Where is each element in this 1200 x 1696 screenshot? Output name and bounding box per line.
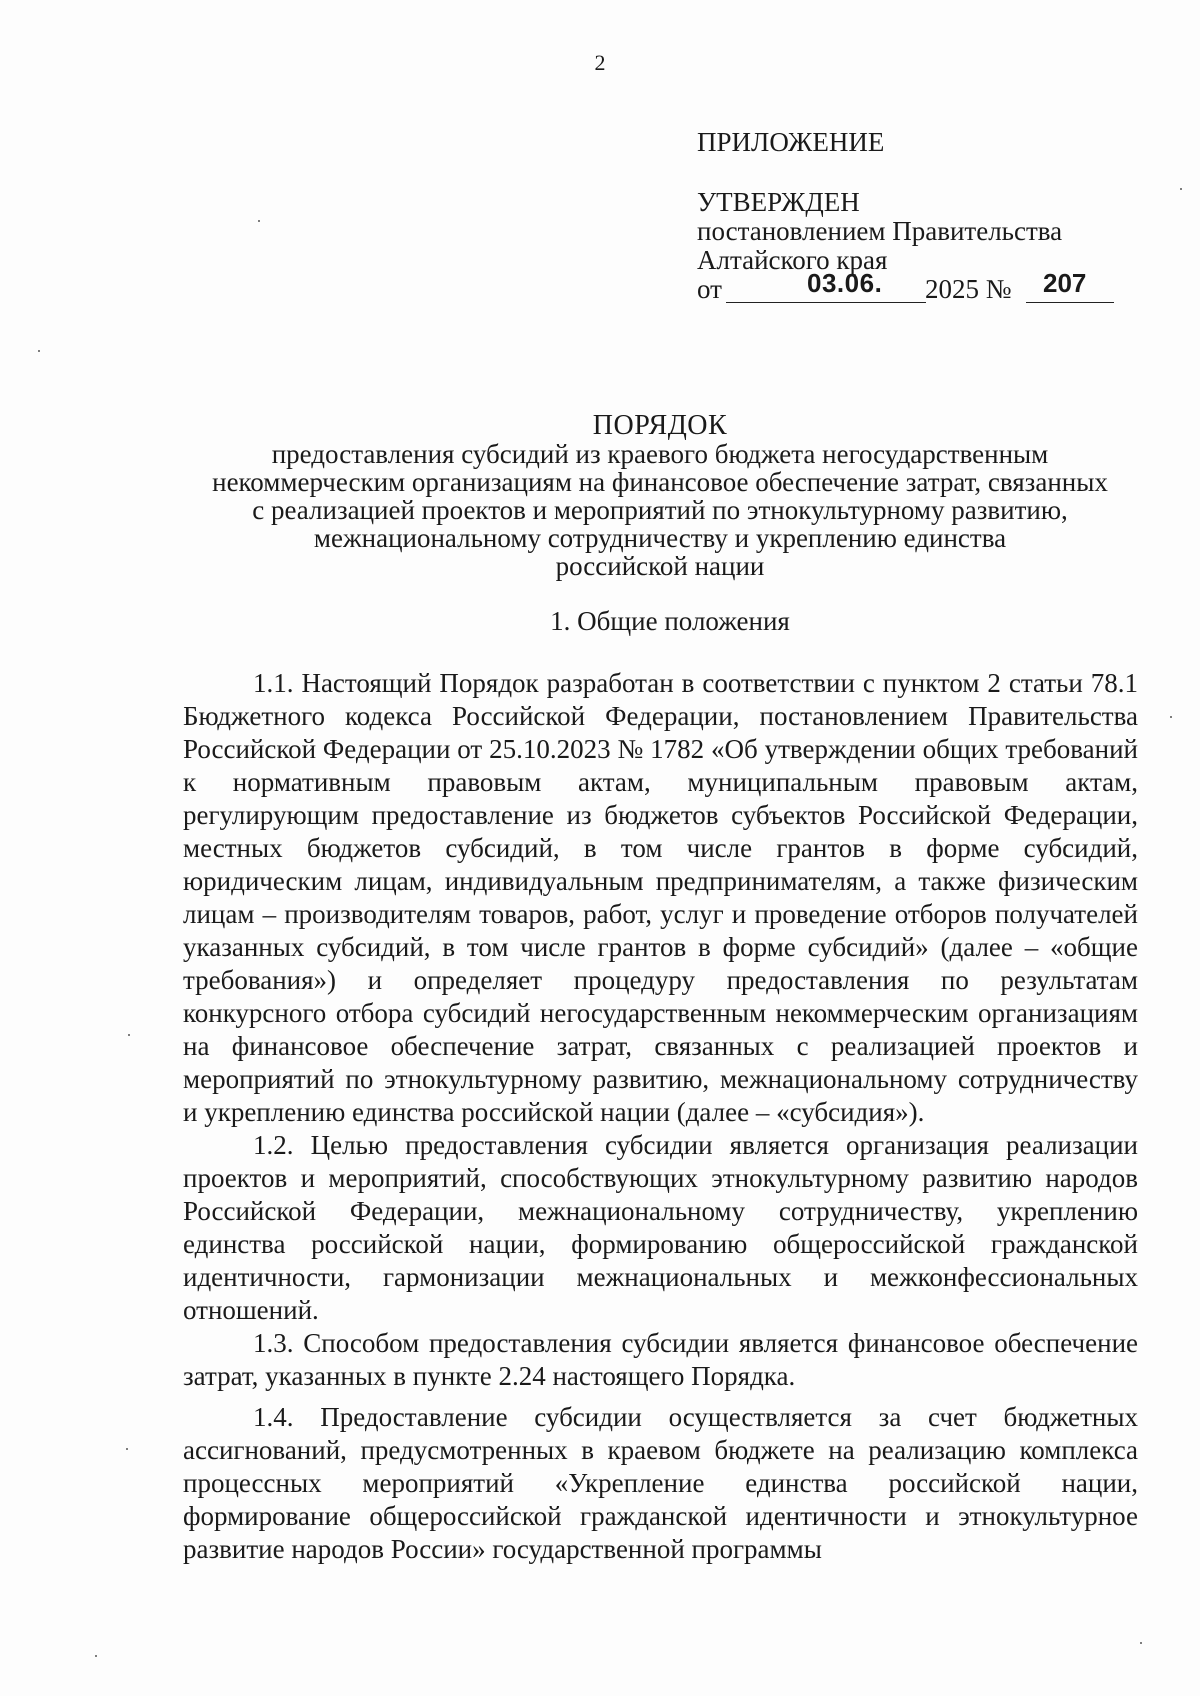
page-number: 2 xyxy=(594,50,606,75)
document-title xyxy=(170,412,1150,580)
section-title: Общие положения xyxy=(577,606,790,636)
title-line: предоставления субсидий из краевого бюджета негосударственным xyxy=(271,439,1049,469)
date-underline xyxy=(726,302,926,303)
section-number: 1. xyxy=(550,606,571,636)
annex-label: ПРИЛОЖЕНИЕ xyxy=(697,127,885,157)
title-heading: ПОРЯДОК xyxy=(592,410,728,441)
section-heading xyxy=(170,606,1170,637)
body-text xyxy=(183,667,1138,1566)
approval-block xyxy=(697,128,1117,307)
approved-label: УТВЕРЖДЕН xyxy=(697,187,860,217)
paragraph-1-2: 1.2. Целью предоставления субсидии является организация реализации проектов и мероприятий, способствующих этнокультурному развитию народов Российской Федерации, межнациональному сотрудничеству, укреплению единства российской нации, формированию общероссийской гражданской идентичности, гармонизации межнациональных и межконфессиональных отношений. xyxy=(183,1130,1138,1325)
date-prefix: от xyxy=(697,274,722,304)
approval-region-line: Алтайского края xyxy=(697,245,888,275)
date-year: 2025 № xyxy=(925,274,1012,304)
paragraph-1-1: 1.1. Настоящий Порядок разработан в соответствии с пунктом 2 статьи 78.1 Бюджетного кодекса Российской Федерации, постановлением Правительства Российской Федерации от 25.10.2023 № 1782 «Об утверждении общих требований к нормативным правовым актам, муниципальным правовым актам, регулирующим предоставление из бюджетов субъектов Российской Федерации, местных бюджетов субсидий, в том числе грантов в форме субсидий, юридическим лицам, индивидуальным предпринимателям, а также физическим лицам – производителям товаров, работ, услуг и проведение отборов получателей указанных субсидий, в том числе грантов в форме субсидий» (далее – «общие требования») и определяет процедуру предоставления по результатам конкурсного отбора субсидий негосударственным некоммерческим организациям на финансовое обеспечение затрат, связанных с реализацией проектов и мероприятий по этнокультурному развитию, межнациональному сотрудничеству и укреплению единства российской нации (далее – «субсидия»). xyxy=(183,668,1138,1127)
paragraph-1-4: 1.4. Предоставление субсидии осуществляется за счет бюджетных ассигнований, предусмотренных в краевом бюджете на реализацию комплекса процессных мероприятий «Укрепление единства российской нации, формирование общероссийской гражданской идентичности и этнокультурное развитие народов России» государственной программы xyxy=(183,1402,1138,1564)
title-line: с реализацией проектов и мероприятий по этнокультурному развитию, xyxy=(252,495,1068,525)
approval-date-row xyxy=(697,268,1117,307)
title-line: российской нации xyxy=(555,551,765,581)
handwritten-number: 207 xyxy=(1043,268,1087,298)
title-line: некоммерческим организациям на финансовое обеспечение затрат, связанных xyxy=(212,467,1108,497)
handwritten-date: 03.06. xyxy=(807,268,883,298)
title-line: межнациональному сотрудничеству и укреплению единства xyxy=(313,523,1007,553)
number-underline xyxy=(1026,302,1114,303)
paragraph-1-3: 1.3. Способом предоставления субсидии является финансовое обеспечение затрат, указанных в пункте 2.24 настоящего Порядка. xyxy=(183,1328,1138,1391)
approval-authority-line: постановлением Правительства xyxy=(697,216,1063,246)
